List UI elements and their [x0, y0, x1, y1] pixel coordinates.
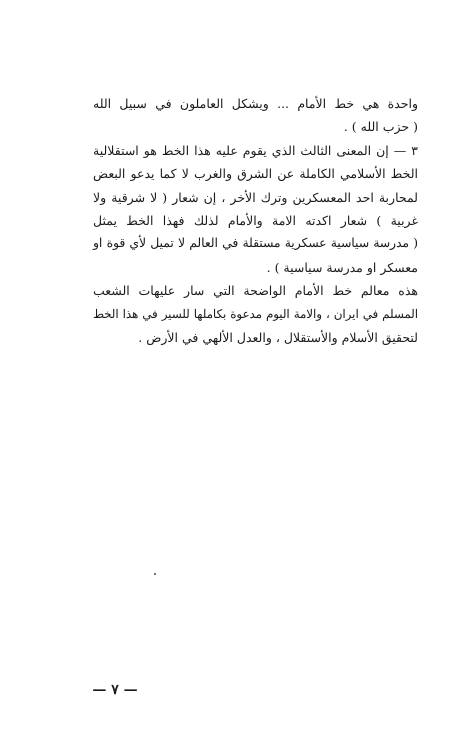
page-number: — ٧ —: [92, 682, 138, 698]
text-line: الخط الأسلامي الكاملة عن الشرق والغرب لا كما يدعو البعض: [93, 166, 418, 182]
body-text: [93, 92, 418, 349]
print-speck: [154, 573, 156, 575]
text-line: غربية ) شعار اكدته الامة والأمام لذلك فهذا الخط يمثل: [93, 213, 418, 229]
text-line: ٣ — إن المعنى الثالث الذي يقوم عليه هذا الخط هو استقلالية: [93, 142, 418, 158]
text-line: ( حزب الله ) .: [343, 119, 418, 135]
text-line: هذه معالم خط الأمام الواضحة التي سار عليهات الشعب: [93, 283, 418, 299]
text-line: معسكر او مدرسة سياسية ) .: [266, 259, 418, 275]
text-line: واحدة هي خط الأمام ... ويشكل العاملون في سبيل الله: [93, 96, 418, 111]
text-line: ( مدرسة سياسية عسكرية مستقلة في العالم لا تميل لأي قوة او: [93, 236, 418, 251]
text-line: لتحقيق الأسلام والأستقلال ، والعدل الألهي في الأرض .: [138, 330, 418, 346]
text-line: المسلم في ايران ، والامة اليوم مدعوة بكاملها للسير في هذا الخط: [93, 306, 418, 321]
text-line: لمحاربة احد المعسكرين وترك الأخر ، إن شعار ( لا شرقية ولا: [93, 189, 418, 205]
